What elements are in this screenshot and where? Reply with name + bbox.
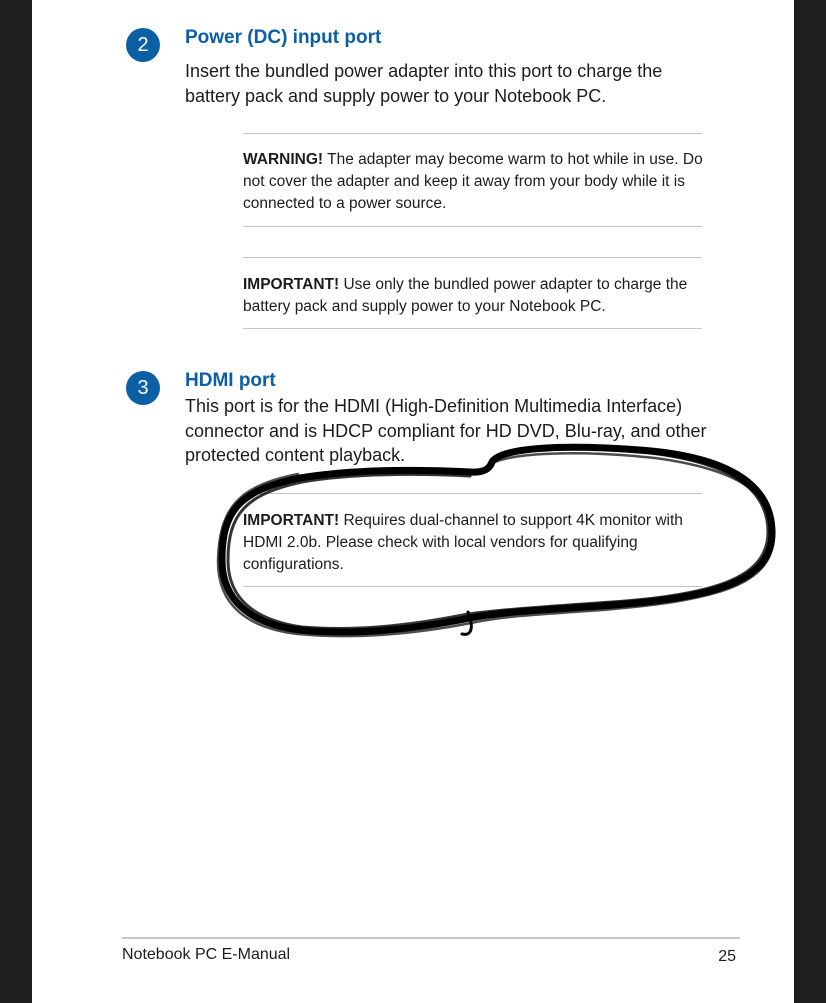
note-divider [243,133,702,134]
note-divider [243,328,702,329]
footer-divider [122,937,740,939]
note-divider [243,257,702,258]
important-note-hdmi [243,510,708,576]
note-text: Use only the bundled power adapter to charge the battery pack and supply power to your Notebook PC. [243,276,688,315]
note-divider [243,586,702,587]
note-label: WARNING! [243,151,324,168]
footer-manual-title: Notebook PC E-Manual [122,946,291,963]
note-label: IMPORTANT! [243,276,340,293]
section-number-badge [126,28,160,62]
important-note-power [243,274,708,318]
note-text: The adapter may become warm to hot while in use. Do not cover the adapter and keep it away from your body while it is connected to a power source. [243,151,703,212]
note-text: Requires dual-channel to support 4K monitor with HDMI 2.0b. Please check with local vendors for qualifying configurations. [243,512,683,573]
warning-note [243,149,708,215]
footer-page-number: 25 [718,948,736,965]
note-label: IMPORTANT! [243,512,340,529]
note-divider [243,226,702,227]
note-divider [243,493,702,494]
section-number-badge [126,371,160,405]
section-number: 2 [137,33,149,56]
section-number: 3 [137,376,149,399]
section-body-hdmi-port: This port is for the HDMI (High-Definition Multimedia Interface) connector and is HDCP compliant for HD DVD, Blu-ray, and other protected content playback. [185,396,707,465]
section-heading-hdmi-port: HDMI port [185,370,276,391]
manual-page [32,0,794,1003]
section-heading-power-dc-input-port: Power (DC) input port [185,27,382,48]
section-body-power-dc-input-port: Insert the bundled power adapter into this port to charge the battery pack and supply power to your Notebook PC. [185,61,663,106]
